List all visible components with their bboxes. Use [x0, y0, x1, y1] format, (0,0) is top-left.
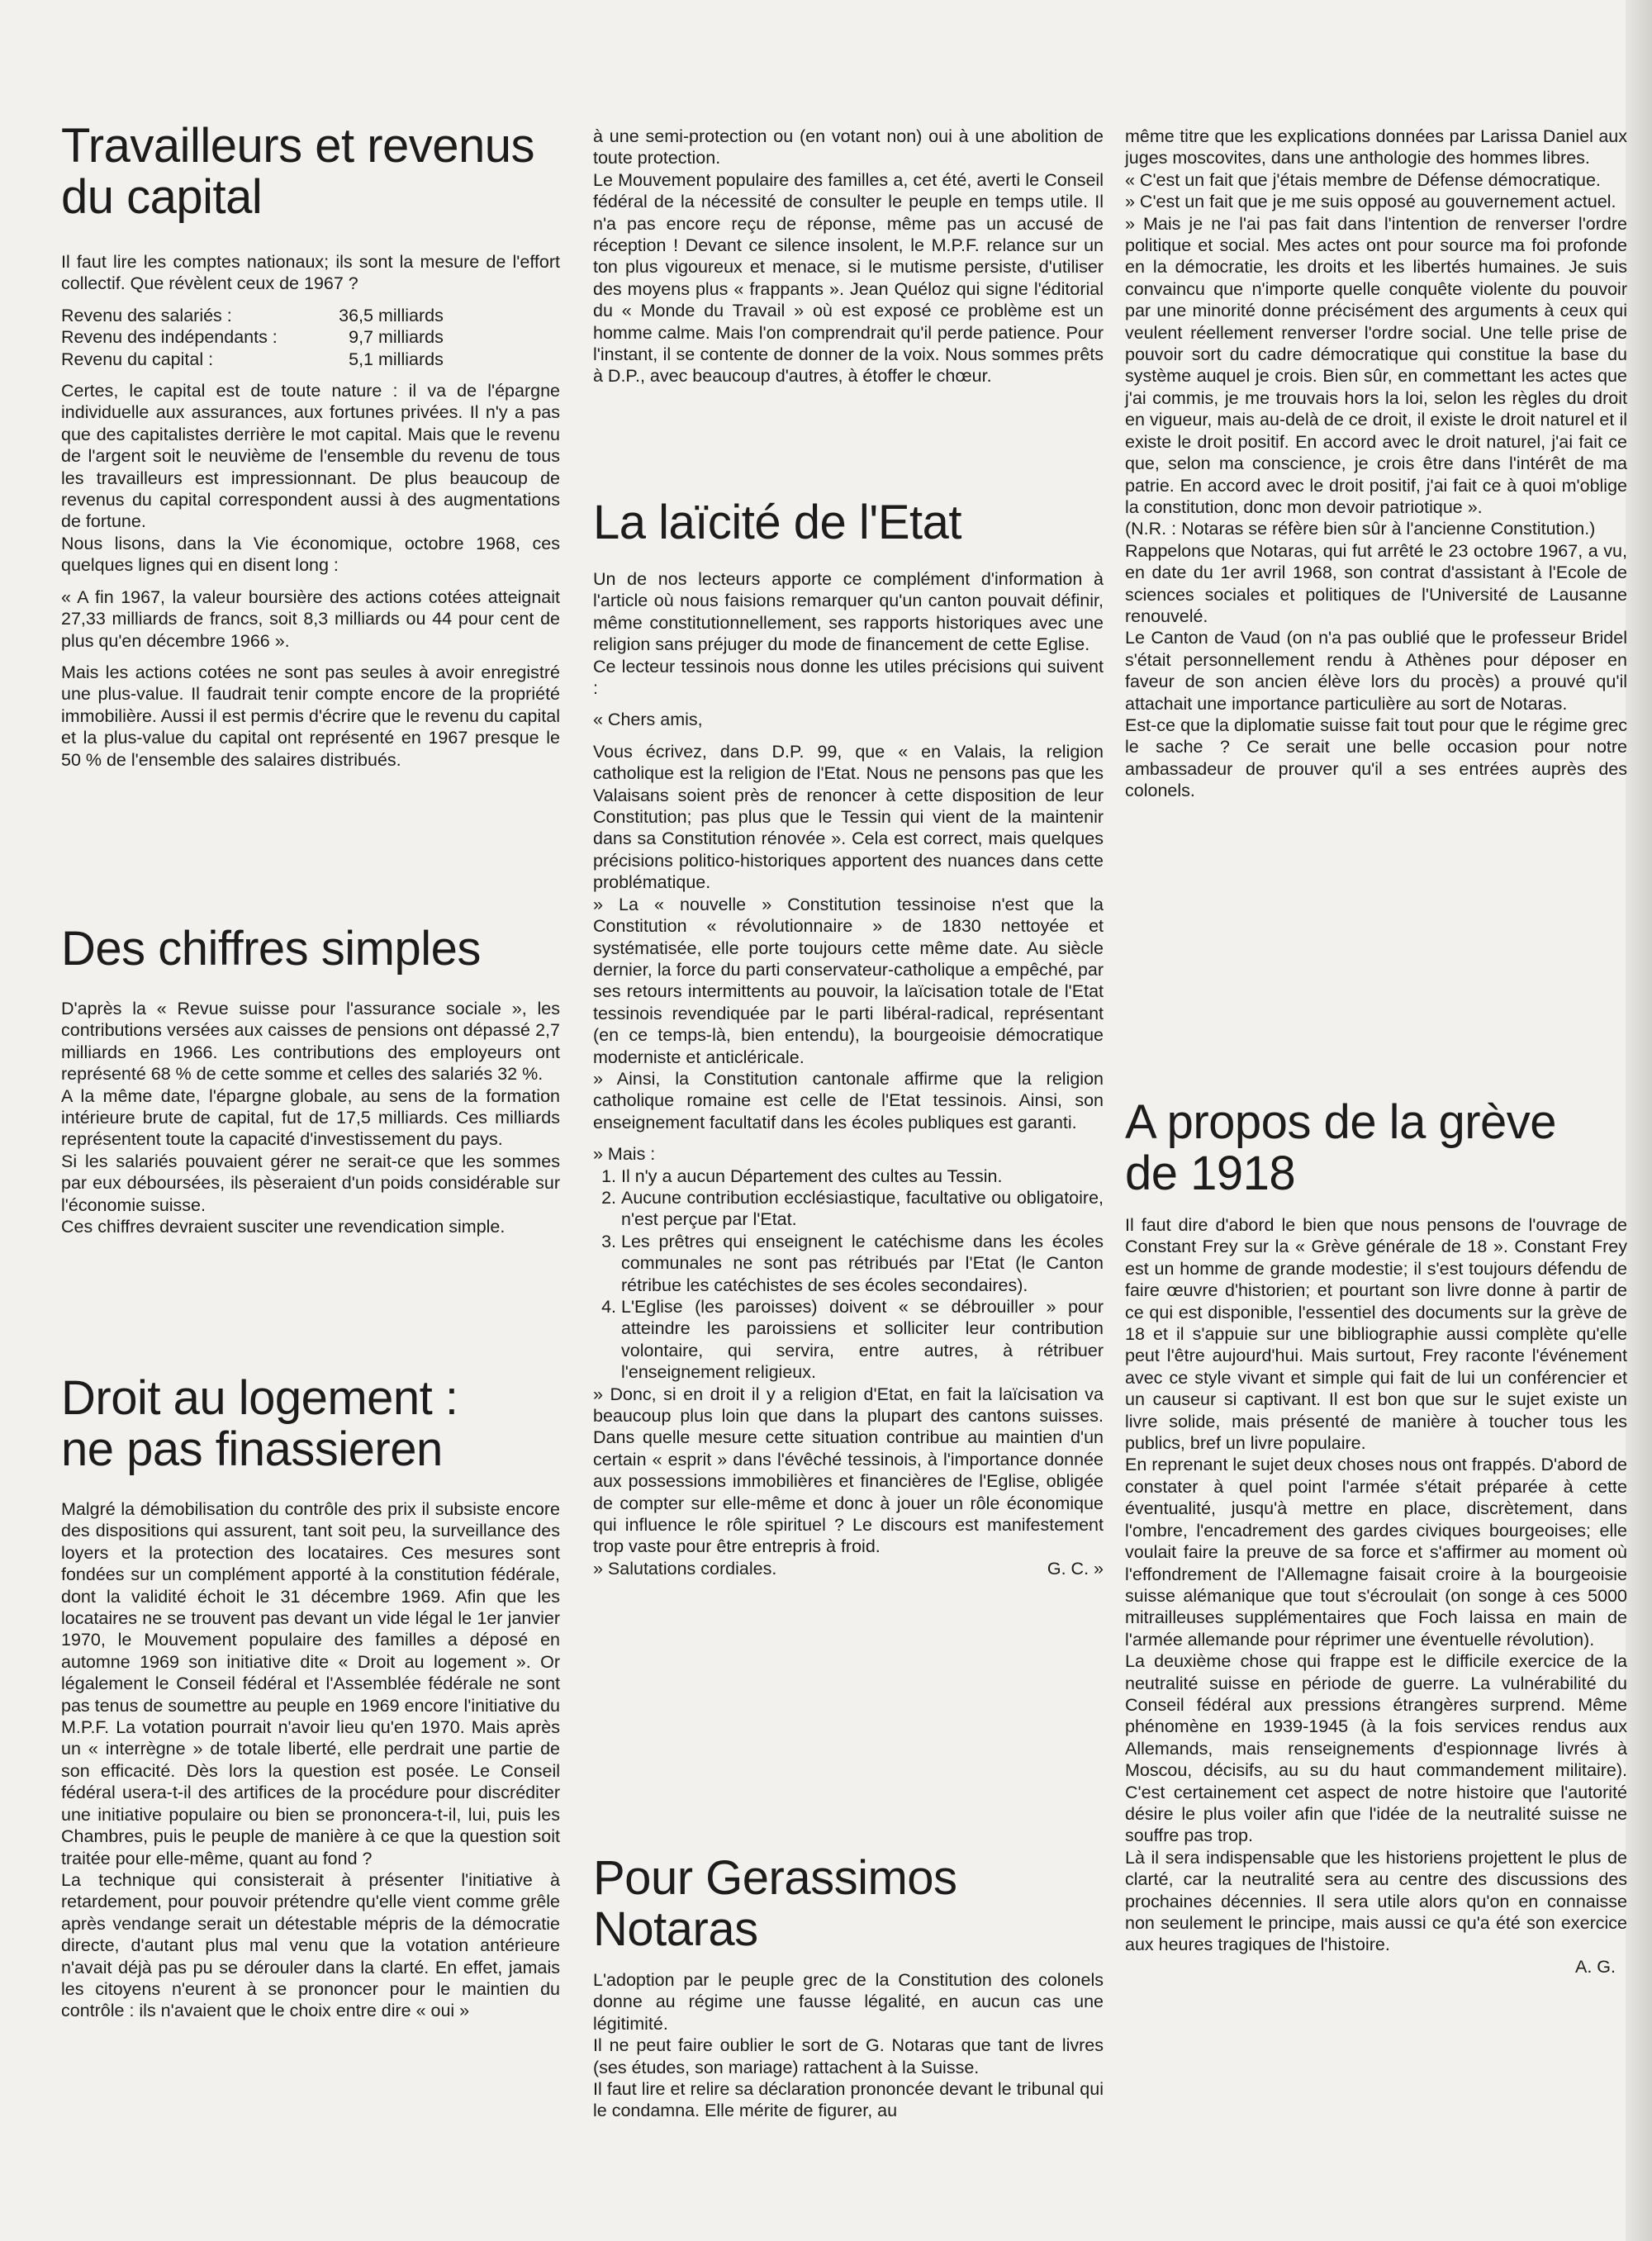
revenue-label: Revenu des indépendants : [61, 327, 278, 348]
article-chiffres [61, 998, 560, 1237]
paragraph: Nous lisons, dans la Vie économique, octobre 1968, ces quelques lignes qui en disent long : [61, 533, 560, 576]
revenue-table [61, 305, 444, 370]
paragraph: à une semi-protection ou (en votant non) oui à une abolition de toute protection. [593, 126, 1104, 169]
paragraph: La deuxième chose qui frappe est le difficile exercice de la neutralité suisse en période de guerre. La vulnérabilité du Conseil fédéral aux pressions étrangères surprend. Même phénomène en 1939-1945 (à la fois services rendus aux Allemands, mais renseignements d'espionnage livrés à Moscou, décisifs, au su du haut commandement militaire). C'est certainement cet aspect de notre histoire que l'autorité désire le plus voiler afin que l'idée de la neutralité suisse ne souffre pas trop. [1125, 1651, 1627, 1846]
paragraph: Si les salariés pouvaient gérer ne serait-ce que les sommes par eux déboursées, ils pèseraient d'un poids considérable sur l'économie suisse. [61, 1151, 560, 1215]
paragraph: même titre que les explications données par Larissa Daniel aux juges moscovites, dans une anthologie des hommes libres. [1125, 126, 1627, 169]
paragraph: Là il sera indispensable que les historiens projettent le plus de clarté, car la neutralité sera au centre des discussions des prochaines décennies. Il sera utile alors qu'on en connaisse non seulement le principe, mais aussi ce qu'a été son exercice aux heures tragiques de l'histoire. [1125, 1847, 1627, 1955]
quote-paragraph: « A fin 1967, la valeur boursière des actions cotées atteignait 27,33 milliards de francs, soit 8,3 milliards ou 44 pour cent de plus qu'en décembre 1966 ». [61, 586, 560, 651]
paragraph: Le Canton de Vaud (on n'a pas oublié que le professeur Bridel s'était personnellement rendu à Athènes pour déposer en faveur de son ancien élève lors du procès) a prouvé qu'il attachait une importance particulière au sort de Notaras. [1125, 628, 1627, 714]
paragraph: Est-ce que la diplomatie suisse fait tout pour que le régime grec le sache ? Ce serait une belle occasion pour notre ambassadeur de prouver qu'il a ses entrées auprès des colonels. [1125, 715, 1627, 801]
headline-line-1: La laïcité de l'Etat [593, 496, 962, 549]
paragraph: » Mais je ne l'ai pas fait dans l'intention de renverser l'ordre politique et social. Mes actes ont pour source ma foi profonde en la démocratie, les droits et les libertés humaines. Je suis convaincu que n'importe quelle conquête violente du pouvoir par une minorité donne précisément des arguments à ceux qui veulent réellement renverser l'ordre social. Une telle prise de pouvoir sort du cadre démocratique qui constitue la base du système auquel je crois. Bien sûr, en commettant les actes que j'ai commis, je me trouvais hors la loi, selon les règles du droit en vigueur, mais au-delà de ce droit, il existe le droit naturel et il existe le droit positif. En accord avec le droit naturel, j'ai fait ce que, selon ma conscience, je crois être dans l'intérêt de ma patrie. En accord avec le droit positif, j'ai fait ce à quoi m'oblige la constitution, donc mon devoir patriotique ». [1125, 213, 1627, 517]
table-row [61, 326, 444, 348]
paragraph: Il ne peut faire oublier le sort de G. Notaras que tant de livres (ses études, son mariage) rattachent à la Suisse. [593, 2035, 1104, 2077]
closing-row [593, 1558, 1104, 1579]
numbered-list [593, 1166, 1104, 1384]
headline-line-2: du capital [61, 170, 263, 224]
paragraph: Certes, le capital est de toute nature : il va de l'épargne individuelle aux assurances, aux fortunes privées. Il n'y a pas que des capitalistes derrière le mot capital. Mais que le revenu de l'argent soit le neuvième de l'ensemble du revenu de tous les travailleurs est impressionnant. De plus beaucoup de revenus du capital correspondent aussi à des augmentations de fortune. [61, 381, 560, 532]
paragraph: L'adoption par le peuple grec de la Constitution des colonels donne au régime une fausse légalité, en aucun cas une légitimité. [593, 1970, 1104, 2034]
paragraph: D'après la « Revue suisse pour l'assurance sociale », les contributions versées aux caisses de pensions ont dépassé 2,7 milliards en 1966. Les contributions des employeurs ont représenté 68 % de cette somme et celles des salariés 32 %. [61, 999, 560, 1085]
article-travailleurs [61, 251, 560, 771]
paragraph: « Chers amis, [593, 710, 703, 730]
article-logement [61, 1498, 560, 2022]
paragraph: En reprenant le sujet deux choses nous ont frappés. D'abord de constater à quel point l'armée s'était préparée à cette éventualité, jusqu'à mettre en place, discrètement, dans l'ombre, l'encadrement des gardes civiques bourgeoises; elle voulait faire la preuve de sa force et s'affirmer au moment où l'effondrement de l'Allemagne faisait croire à la bourgeoisie suisse alémanique que tout s'écroulait (on songe à ces 5000 mitrailleuses supplémentaires que Foch laissa en main de l'armée allemande pour réprimer une éventuelle révolution). [1125, 1455, 1627, 1650]
headline-logement [61, 1373, 560, 1475]
closing-text: » Salutations cordiales. [593, 1558, 777, 1579]
table-row [61, 305, 444, 326]
paragraph: Ce lecteur tessinois nous donne les utiles précisions qui suivent : [593, 656, 1104, 699]
revenue-value: 5,1 [349, 349, 373, 369]
article-logement-continued [593, 126, 1104, 387]
paragraph: Vous écrivez, dans D.P. 99, que « en Valais, la religion catholique est la religion de l'Etat. Nous ne pensons pas que les Valaisans soient près de renoncer à cette disposition de leur Constitution; pas plus que le Tessin qui vient de la maintenir dans sa Constitution rénovée ». Cela est correct, mais quelques précisions politico-historiques apportent des nuances dans cette problématique. [593, 741, 1104, 893]
list-item: 1. Il n'y a aucun Département des cultes au Tessin. [621, 1166, 1104, 1187]
headline-line-1: Travailleurs et revenus [61, 119, 535, 173]
page-edge [1626, 0, 1652, 2241]
article-laicite [593, 568, 1104, 1579]
headline-line-1: Droit au logement : [61, 1371, 458, 1425]
signature-row [1125, 1956, 1627, 1977]
revenue-value: 9,7 [349, 327, 373, 348]
paragraph: » Ainsi, la Constitution cantonale affirme que la religion catholique romaine est celle de l'Etat tessinois. Ainsi, son enseignement facultatif dans les écoles publiques est garanti. [593, 1068, 1104, 1132]
headline-line-1: Des chiffres simples [61, 922, 481, 976]
list-item: 4. L'Eglise (les paroisses) doivent « se débrouiller » pour atteindre les paroissiens et solliciter leur contribution volontaire, qui servira, entre autres, à rétribuer l'enseignement religieux. [621, 1296, 1104, 1384]
revenue-label: Revenu des salariés : [61, 305, 232, 325]
revenue-unit: milliards [378, 349, 444, 369]
paragraph: Il faut dire d'abord le bien que nous pensons de l'ouvrage de Constant Frey sur la « Grève générale de 18 ». Constant Frey est un homme de grande modestie; il s'est toujours défendu de faire œuvre d'historien; et pourtant son livre donne à partir de ce qui est disponible, l'essentiel des documents sur la grève de 18 et il s'appuie sur une bibliographie aussi complète qu'elle peut l'être aujourd'hui. Mais surtout, Frey raconte l'événement avec ce style vivant et simple qui fait de lui un conférencier et un causeur si captivant. Il est bon que sur le sujet existe un livre solide, mais présenté de manière à toucher tous les publics, bref un livre populaire. [1125, 1215, 1627, 1454]
paragraph: (N.R. : Notaras se réfère bien sûr à l'ancienne Constitution.) [1125, 519, 1596, 539]
headline-travailleurs [61, 121, 560, 223]
revenue-label: Revenu du capital : [61, 349, 214, 369]
paragraph: » C'est un fait que je me suis opposé au gouvernement actuel. [1125, 192, 1616, 212]
revenue-unit: milliards [378, 305, 444, 325]
headline-line-2: de 1918 [1125, 1147, 1296, 1200]
paragraph: A la même date, l'épargne globale, au sens de la formation intérieure brute de capital, fut de 17,5 milliards. Ces milliards représentent toute la capacité d'investissement du pays. [61, 1085, 560, 1150]
table-row [61, 349, 444, 370]
paragraph: « C'est un fait que j'étais membre de Défense démocratique. [1125, 169, 1601, 190]
paragraph: Il faut lire et relire sa déclaration prononcée devant le tribunal qui le condamna. Elle mérite de figurer, au [593, 2079, 1104, 2121]
paragraph: Mais les actions cotées ne sont pas seules à avoir enregistré une plus-value. Il faudrait tenir compte encore de la propriété immobilière. Aussi il est permis d'écrire que le revenu du capital et la plus-value du capital ont représenté en 1967 presque le 50 % de l'ensemble des salaires distribués. [61, 662, 560, 770]
article-greve [1125, 1214, 1627, 1977]
paragraph: Le Mouvement populaire des familles a, cet été, averti le Conseil fédéral de la nécessité de consulter le peuple en temps utile. Il n'a pas encore reçu de réponse, même pas un accusé de réception ! Devant ce silence insolent, le M.P.F. relance sur un ton plus vigoureux et menace, si le mutisme persiste, d'utiliser des moyens plus « frappants ». Jean Quéloz qui signe l'éditorial du « Monde du Travail » où est exposé ce problème est un homme calme. Mais l'on comprendrait qu'il perde patience. Pour l'instant, il se contente de donner de la voix. Nous sommes prêts à D.P., avec beaucoup d'autres, à étoffer le chœur. [593, 169, 1104, 387]
article-notaras-continued [1125, 126, 1627, 802]
headline-line-2: Notaras [593, 1902, 758, 1956]
headline-line-1: A propos de la grève [1125, 1095, 1557, 1149]
revenue-value: 36,5 [339, 305, 373, 325]
signature: A. G. [1575, 1956, 1616, 1977]
list-item: 2. Aucune contribution ecclésiastique, facultative ou obligatoire, n'est perçue par l'Etat. [621, 1187, 1104, 1231]
headline-notaras [593, 1853, 1104, 1955]
paragraph: » Mais : [593, 1144, 656, 1165]
paragraph: » La « nouvelle » Constitution tessinoise n'est que la Constitution « révolutionnaire » de 1830 nettoyée et systématisée, elle porte toujours cette même date. Au siècle dernier, la force du parti conservateur-catholique a empêché, par ses retours intermittents au pouvoir, la laïcisation totale de l'Etat tessinois revendiquée par le parti libéral-radical, représentant (en ce temps-là, bien entendu), la bourgeoisie démocratique moderniste et anticléricale. [593, 894, 1104, 1067]
headline-chiffres [61, 923, 560, 975]
headline-greve [1125, 1097, 1627, 1199]
paragraph: Rappelons que Notaras, qui fut arrêté le 23 octobre 1967, a vu, en date du 1er avril 1968, son contrat d'assistant à l'Ecole de sciences sociales et politiques de l'Université de Lausanne renouvelé. [1125, 540, 1627, 626]
signature: G. C. » [1047, 1558, 1104, 1579]
paragraph: Malgré la démobilisation du contrôle des prix il subsiste encore des dispositions qui assurent, tant soit peu, la surveillance des loyers et la protection des locataires. Ces mesures sont fondées sur un complément apporté à la constitution fédérale, dont la validité échoit le 31 décembre 1969. Afin que les locataires ne se trouvent pas devant un vide légal le 1er janvier 1970, le Mouvement populaire des familles a déposé en automne 1969 son initiative dite « Droit au logement ». Or légalement le Conseil fédéral et l'Assemblée fédérale ne sont pas tenus de soumettre au peuple en 1969 encore l'initiative du M.P.F. La votation pourrait n'avoir lieu qu'en 1970. Mais après un « interrègne » de totale liberté, elle perdrait une partie de son efficacité. Dès lors la question est posée. Le Conseil fédéral usera-t-il des artifices de la procédure pour discréditer une initiative populaire ou bien se prononcera-t-il, lui, puis les Chambres, puis le peuple de manière à ce que la question soit traitée pour elle-même, quant au fond ? [61, 1499, 560, 1868]
headline-laicite [593, 497, 1104, 548]
list-item: 3. Les prêtres qui enseignent le catéchisme dans les écoles communales ne sont pas rétribués par l'Etat (le Canton rétribue les catéchistes de ses écoles secondaires). [621, 1231, 1104, 1296]
paragraph: Un de nos lecteurs apporte ce complément d'information à l'article où nous faisions remarquer qu'un canton pouvait définir, même constitutionnellement, ses rapports historiques avec une religion sans préjuger du mode de financement de cette Eglise. [593, 569, 1104, 655]
paragraph: » Donc, si en droit il y a religion d'Etat, en fait la laïcisation va beaucoup plus loin que dans la plupart des cantons suisses. Dans quelle mesure cette situation contribue au maintien d'un certain « esprit » dans l'évêché tessinois, à l'importance donnée aux possessions immobilières et financières de l'Eglise, obligée de compter sur elle-même et donc à jouer un rôle économique qui influence le rôle spirituel ? Le discours est manifestement trop vaste pour être entrepris à froid. [593, 1384, 1104, 1557]
headline-line-2: ne pas finassieren [61, 1422, 443, 1476]
article-notaras [593, 1969, 1104, 2122]
paragraph: La technique qui consisterait à présenter l'initiative à retardement, pour pouvoir prétendre qu'elle vient comme grêle après vendange serait un détestable mépris de la démocratie directe, d'autant plus mal venu que la votation antérieure n'avait déjà pas pu se dérouler dans la clarté. En effet, jamais les citoyens n'eurent à se prononcer pour le maintien du contrôle : ils n'avaient que le choix entre dire « oui » [61, 1869, 560, 2021]
headline-line-1: Pour Gerassimos [593, 1851, 957, 1905]
revenue-unit: milliards [378, 327, 444, 348]
paragraph: Il faut lire les comptes nationaux; ils sont la mesure de l'effort collectif. Que révèlent ceux de 1967 ? [61, 252, 560, 294]
paragraph: Ces chiffres devraient susciter une revendication simple. [61, 1217, 506, 1237]
